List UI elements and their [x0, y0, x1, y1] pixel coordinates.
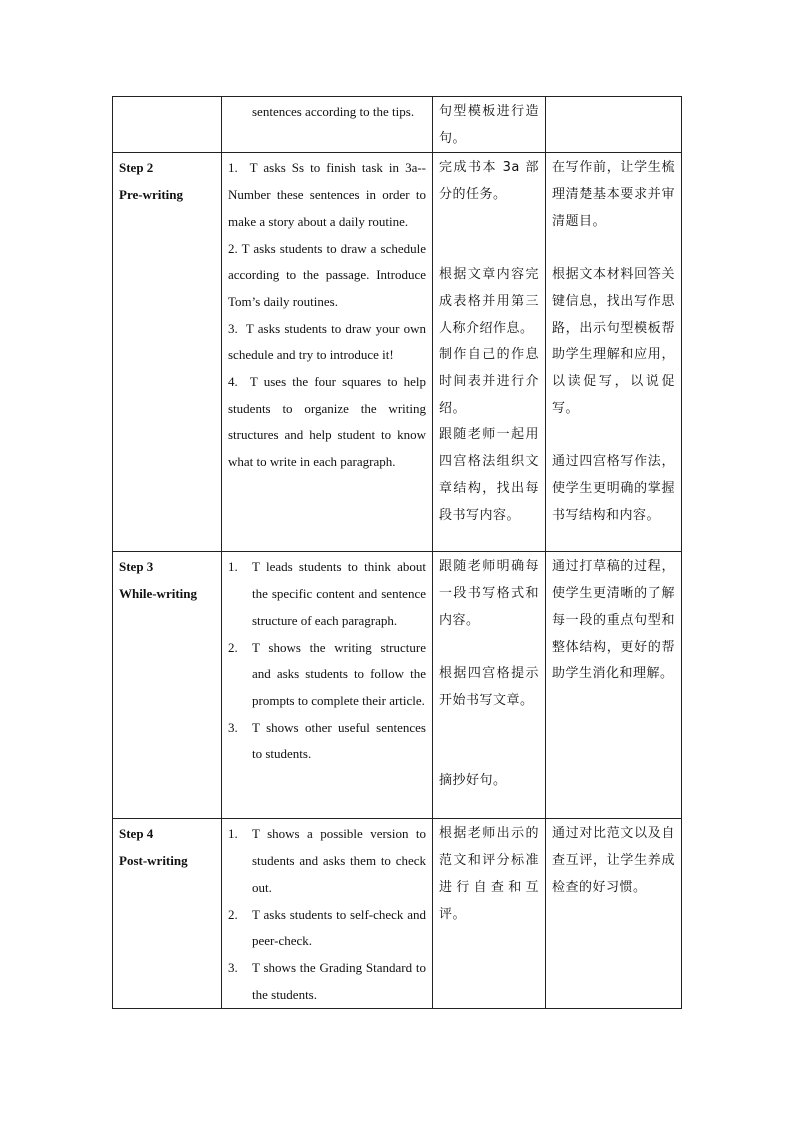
purpose-item: 在写作前，让学生梳理清楚基本要求并审清题目。 — [552, 160, 675, 229]
teacher-item: 2. T asks students to self-check and peer-check. — [228, 906, 426, 949]
teacher-activity-cell — [222, 819, 433, 1009]
step-cell — [113, 552, 222, 819]
step-cell — [113, 97, 222, 153]
student-activity-cell — [433, 97, 546, 153]
purpose-item: 通过四宫格写作法，使学生更明确的掌握书写结构和内容。 — [552, 454, 675, 523]
table-row — [113, 97, 682, 153]
purpose-item: 根据文本材料回答关键信息，找出写作思路，出示句型模板帮助学生理解和应用，以读促写，以说促写。 — [552, 267, 675, 416]
purpose-cell — [546, 552, 682, 819]
teacher-item: 2. T asks students to draw a schedule according to the passage. Introduce Tom’s daily routines. — [228, 240, 426, 309]
teacher-activity-cell — [222, 97, 433, 153]
teacher-item: 1. T shows a possible version to students and asks them to check out. — [228, 826, 426, 895]
teacher-item: 3. T shows other useful sentences to students. — [228, 719, 426, 762]
teacher-activity-cell — [222, 153, 433, 552]
teacher-item: 3. T shows the Grading Standard to the students. — [228, 959, 426, 1002]
step-cell — [113, 819, 222, 1009]
teacher-item: 2. T shows the writing structure and asks students to follow the prompts to complete their article. — [228, 639, 426, 708]
teacher-item: sentences according to the tips. — [252, 104, 415, 119]
step-phase: While-writing — [119, 586, 197, 602]
lesson-plan-body — [113, 97, 682, 1009]
purpose-cell — [546, 97, 682, 153]
student-item: 跟随老师一起用四宫格法组织文章结构，找出每段书写内容。 — [439, 427, 539, 523]
purpose-item: 通过对比范文以及自查互评，让学生养成检查的好习惯。 — [552, 826, 675, 895]
student-item: 根据文章内容完成表格并用第三人称介绍作息。 — [439, 267, 539, 336]
step-number: Step 3 — [119, 559, 154, 575]
student-item: 跟随老师明确每一段书写格式和内容。 — [439, 559, 539, 628]
student-item: 句型模板进行造句。 — [439, 104, 539, 146]
step-phase: Post-writing — [119, 853, 188, 869]
teacher-item: 1. T leads students to think about the specific content and sentence structure of each paragraph. — [228, 559, 426, 628]
teacher-activity-cell — [222, 552, 433, 819]
student-activity-cell — [433, 819, 546, 1009]
lesson-plan-table — [112, 96, 682, 1009]
student-activity-cell — [433, 552, 546, 819]
teacher-item: 3. T asks students to draw your own schedule and try to introduce it! — [228, 320, 427, 363]
purpose-cell — [546, 819, 682, 1009]
student-item: 制作自己的作息时间表并进行介绍。 — [439, 347, 539, 416]
teacher-item: 1. T asks Ss to finish task in 3a--Number these sentences in order to make a story about a daily routine. — [228, 160, 427, 229]
table-row — [113, 819, 682, 1009]
student-activity-cell — [433, 153, 546, 552]
teacher-item: 4. T uses the four squares to help students to organize the writing structures and help student to know what to write in each paragraph. — [228, 374, 426, 470]
table-row — [113, 153, 682, 552]
table-row — [113, 552, 682, 819]
purpose-cell — [546, 153, 682, 552]
purpose-item: 通过打草稿的过程，使学生更清晰的了解每一段的重点句型和整体结构，更好的帮助学生消化和理解。 — [552, 559, 675, 682]
step-number: Step 4 — [119, 826, 154, 842]
step-cell — [113, 153, 222, 552]
student-item: 完成书本 3a 部分的任务。 — [439, 160, 539, 203]
step-phase: Pre-writing — [119, 187, 184, 203]
step-number: Step 2 — [119, 160, 154, 176]
student-item: 根据四宫格提示开始书写文章。 — [439, 666, 539, 708]
student-item: 根据老师出示的范文和评分标准进行自查和互评。 — [439, 826, 539, 922]
student-item: 摘抄好句。 — [439, 772, 507, 788]
